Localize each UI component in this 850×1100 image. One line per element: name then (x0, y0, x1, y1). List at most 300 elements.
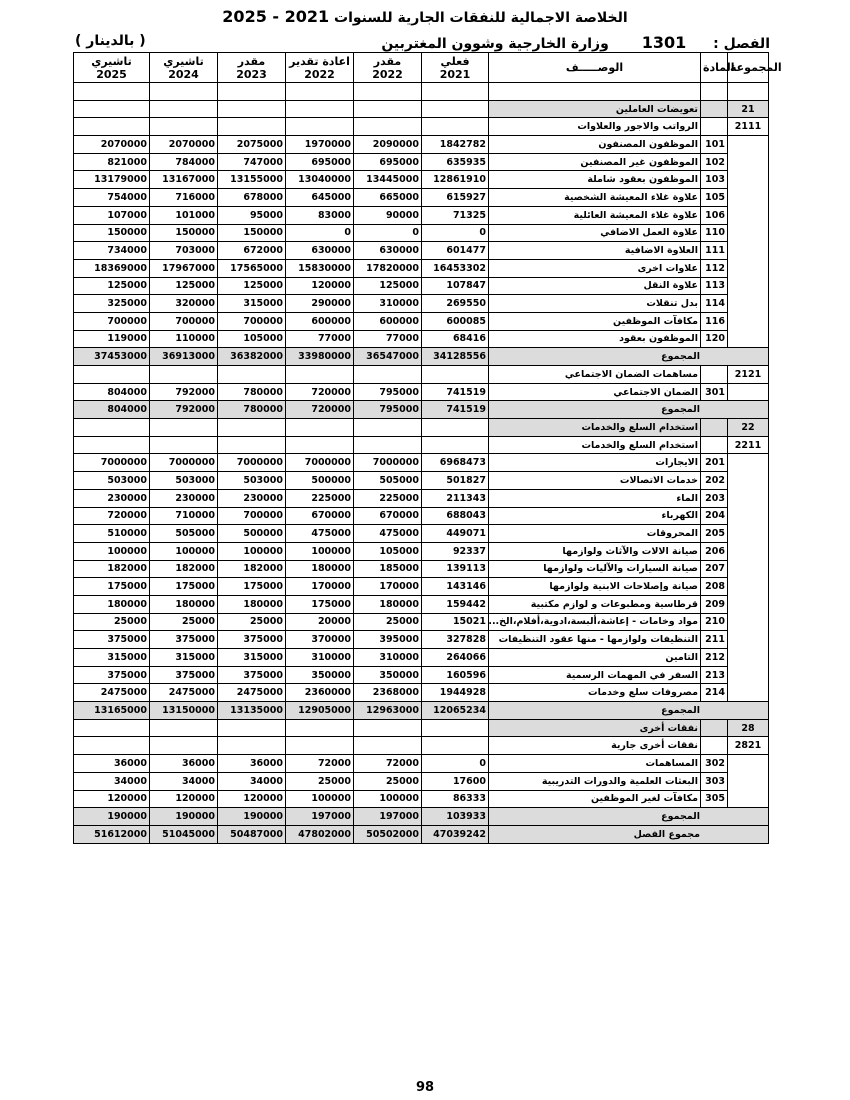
value-cell: 0 (422, 755, 489, 773)
value-cell: 600085 (422, 312, 489, 330)
total-row (74, 702, 769, 720)
item-code: 211 (701, 631, 728, 649)
value-cell: 784000 (150, 153, 218, 171)
empty-cell (286, 83, 354, 101)
value-cell: 780000 (218, 383, 286, 401)
value-cell: 720000 (286, 401, 354, 419)
item-label: علاوات اخرى (489, 259, 701, 277)
item-label: مكافآت لغير الموظفين (489, 790, 701, 808)
value-cell: 86333 (422, 790, 489, 808)
value-cell: 139113 (422, 560, 489, 578)
empty-cell (728, 224, 769, 242)
header-2025: تاشيري 2025 (74, 53, 150, 83)
value-cell: 25000 (150, 613, 218, 631)
value-cell: 120000 (150, 790, 218, 808)
value-cell: 34000 (150, 772, 218, 790)
item-code: 106 (701, 206, 728, 224)
item-code: 210 (701, 613, 728, 631)
empty-cell (422, 719, 489, 737)
value-cell: 505000 (354, 472, 422, 490)
value-cell: 15830000 (286, 259, 354, 277)
value-cell: 315000 (218, 649, 286, 667)
empty-cell (728, 472, 769, 490)
value-cell: 72000 (354, 755, 422, 773)
empty-cell (286, 737, 354, 755)
value-cell: 50487000 (218, 825, 286, 843)
empty-cell (728, 295, 769, 313)
value-cell: 175000 (150, 578, 218, 596)
item-code: 110 (701, 224, 728, 242)
empty-cell (422, 436, 489, 454)
value-cell: 18369000 (74, 259, 150, 277)
total-label: المجموع (489, 348, 769, 366)
empty-cell (701, 419, 728, 437)
total-row (74, 348, 769, 366)
value-cell: 105000 (354, 542, 422, 560)
item-code: 120 (701, 330, 728, 348)
value-cell: 72000 (286, 755, 354, 773)
empty-cell (354, 719, 422, 737)
value-cell: 51612000 (74, 825, 150, 843)
value-cell: 0 (422, 224, 489, 242)
header-description: الوصـــــف (489, 53, 701, 83)
value-cell: 13167000 (150, 171, 218, 189)
value-cell: 327828 (422, 631, 489, 649)
value-cell: 190000 (150, 808, 218, 826)
item-code: 213 (701, 666, 728, 684)
section-label: تعويضات العاملين (489, 100, 701, 118)
value-cell: 190000 (74, 808, 150, 826)
table-row (74, 206, 769, 224)
empty-cell (286, 366, 354, 384)
value-cell: 630000 (286, 242, 354, 260)
value-cell: 600000 (354, 312, 422, 330)
value-cell: 68416 (422, 330, 489, 348)
value-cell: 17600 (422, 772, 489, 790)
item-code: 111 (701, 242, 728, 260)
value-cell: 310000 (286, 649, 354, 667)
item-label: التامين (489, 649, 701, 667)
item-label: الموظفون المصنفون (489, 136, 701, 154)
value-cell: 120000 (218, 790, 286, 808)
item-label: صيانة الالات والآثاث ولوازمها (489, 542, 701, 560)
value-cell: 695000 (286, 153, 354, 171)
value-cell: 25000 (354, 772, 422, 790)
value-cell: 12861910 (422, 171, 489, 189)
value-cell: 105000 (218, 330, 286, 348)
value-cell: 197000 (286, 808, 354, 826)
empty-cell (728, 790, 769, 808)
value-cell: 180000 (218, 595, 286, 613)
item-code: 212 (701, 649, 728, 667)
total-label: المجموع (489, 808, 769, 826)
value-cell: 25000 (286, 772, 354, 790)
table-row (74, 790, 769, 808)
table-row (74, 472, 769, 490)
empty-cell (286, 419, 354, 437)
empty-cell (354, 737, 422, 755)
value-cell: 107000 (74, 206, 150, 224)
section-row (74, 419, 769, 437)
item-code: 208 (701, 578, 728, 596)
value-cell: 175000 (74, 578, 150, 596)
empty-cell (728, 507, 769, 525)
table-row (74, 542, 769, 560)
empty-cell (150, 100, 218, 118)
value-cell: 17820000 (354, 259, 422, 277)
value-cell: 101000 (150, 206, 218, 224)
table-row (74, 649, 769, 667)
empty-cell (74, 83, 150, 101)
value-cell: 315000 (74, 649, 150, 667)
empty-cell (422, 100, 489, 118)
empty-cell (150, 419, 218, 437)
value-cell: 125000 (74, 277, 150, 295)
empty-cell (218, 83, 286, 101)
item-code: 102 (701, 153, 728, 171)
section-row (74, 719, 769, 737)
table-row (74, 277, 769, 295)
value-cell: 25000 (218, 613, 286, 631)
value-cell: 630000 (354, 242, 422, 260)
empty-cell (701, 83, 728, 101)
value-cell: 182000 (74, 560, 150, 578)
table-row (74, 454, 769, 472)
value-cell: 315000 (218, 295, 286, 313)
header-2022-estimate: مقدر 2022 (354, 53, 422, 83)
item-code: 302 (701, 755, 728, 773)
empty-cell (422, 83, 489, 101)
value-cell: 741519 (422, 401, 489, 419)
value-cell: 375000 (150, 631, 218, 649)
value-cell: 170000 (354, 578, 422, 596)
value-cell: 503000 (74, 472, 150, 490)
value-cell: 500000 (286, 472, 354, 490)
table-row (74, 136, 769, 154)
value-cell: 780000 (218, 401, 286, 419)
value-cell: 36382000 (218, 348, 286, 366)
empty-cell (354, 118, 422, 136)
item-label: الضمان الاجتماعي (489, 383, 701, 401)
empty-cell (150, 436, 218, 454)
subsection-label: استخدام السلع والخدمات (489, 436, 701, 454)
value-cell: 120000 (286, 277, 354, 295)
value-cell: 505000 (150, 525, 218, 543)
empty-cell (150, 719, 218, 737)
empty-cell (489, 83, 701, 101)
subsection-code: 2121 (728, 366, 769, 384)
item-label: علاوة العمل الاضافي (489, 224, 701, 242)
value-cell: 375000 (218, 631, 286, 649)
value-cell: 7000000 (150, 454, 218, 472)
empty-cell (728, 649, 769, 667)
chapter-header (381, 33, 770, 52)
item-label: صيانة السيارات والآليات ولوازمها (489, 560, 701, 578)
value-cell: 125000 (218, 277, 286, 295)
value-cell: 290000 (286, 295, 354, 313)
value-cell: 720000 (74, 507, 150, 525)
value-cell: 15021 (422, 613, 489, 631)
value-cell: 395000 (354, 631, 422, 649)
value-cell: 475000 (354, 525, 422, 543)
value-cell: 83000 (286, 206, 354, 224)
value-cell: 51045000 (150, 825, 218, 843)
empty-cell (218, 719, 286, 737)
value-cell: 710000 (150, 507, 218, 525)
empty-cell (354, 83, 422, 101)
spacer-row (74, 83, 769, 101)
value-cell: 2475000 (218, 684, 286, 702)
empty-cell (728, 171, 769, 189)
empty-cell (218, 436, 286, 454)
total-row (74, 808, 769, 826)
table-row (74, 631, 769, 649)
table-row (74, 171, 769, 189)
value-cell: 2475000 (150, 684, 218, 702)
value-cell: 734000 (74, 242, 150, 260)
subsection-row (74, 436, 769, 454)
header-2023: مقدر 2023 (218, 53, 286, 83)
section-code: 28 (728, 719, 769, 737)
item-code: 201 (701, 454, 728, 472)
value-cell: 375000 (218, 666, 286, 684)
empty-cell (701, 436, 728, 454)
item-code: 202 (701, 472, 728, 490)
total-label: مجموع الفصل (489, 825, 769, 843)
total-label: المجموع (489, 401, 769, 419)
value-cell: 600000 (286, 312, 354, 330)
subsection-row (74, 366, 769, 384)
value-cell: 100000 (286, 790, 354, 808)
value-cell: 100000 (150, 542, 218, 560)
item-label: السفر في المهمات الرسمية (489, 666, 701, 684)
empty-cell (728, 755, 769, 773)
item-label: الموظفون بعقود (489, 330, 701, 348)
value-cell: 180000 (286, 560, 354, 578)
empty-cell (150, 737, 218, 755)
value-cell: 501827 (422, 472, 489, 490)
value-cell: 100000 (218, 542, 286, 560)
value-cell: 36000 (74, 755, 150, 773)
table-row (74, 507, 769, 525)
grand-total-row (74, 825, 769, 843)
table-row (74, 189, 769, 207)
value-cell: 601477 (422, 242, 489, 260)
value-cell: 672000 (218, 242, 286, 260)
item-label: خدمات الاتصالات (489, 472, 701, 490)
title-years: 2021 - 2025 (222, 7, 330, 26)
header-group: المجموعة (728, 53, 769, 83)
value-cell: 77000 (286, 330, 354, 348)
value-cell: 90000 (354, 206, 422, 224)
item-code: 214 (701, 684, 728, 702)
value-cell: 34000 (74, 772, 150, 790)
value-cell: 375000 (74, 666, 150, 684)
table-row (74, 613, 769, 631)
value-cell: 449071 (422, 525, 489, 543)
value-cell: 107847 (422, 277, 489, 295)
empty-cell (701, 118, 728, 136)
value-cell: 47802000 (286, 825, 354, 843)
value-cell: 315000 (150, 649, 218, 667)
item-code: 207 (701, 560, 728, 578)
value-cell: 20000 (286, 613, 354, 631)
table-row (74, 489, 769, 507)
value-cell: 795000 (354, 383, 422, 401)
item-label: بدل تنقلات (489, 295, 701, 313)
empty-cell (701, 100, 728, 118)
value-cell: 741519 (422, 383, 489, 401)
value-cell: 37453000 (74, 348, 150, 366)
value-cell: 2090000 (354, 136, 422, 154)
empty-cell (422, 118, 489, 136)
item-label: الماء (489, 489, 701, 507)
empty-cell (728, 259, 769, 277)
value-cell: 804000 (74, 383, 150, 401)
subsection-code: 2111 (728, 118, 769, 136)
empty-cell (218, 118, 286, 136)
empty-cell (728, 83, 769, 101)
item-label: علاوة غلاء المعيشة العائلية (489, 206, 701, 224)
item-code: 112 (701, 259, 728, 277)
value-cell: 703000 (150, 242, 218, 260)
value-cell: 143146 (422, 578, 489, 596)
value-cell: 7000000 (286, 454, 354, 472)
value-cell: 7000000 (218, 454, 286, 472)
value-cell: 77000 (354, 330, 422, 348)
value-cell: 150000 (74, 224, 150, 242)
empty-cell (218, 366, 286, 384)
item-code: 204 (701, 507, 728, 525)
empty-cell (74, 737, 150, 755)
empty-cell (728, 242, 769, 260)
value-cell: 350000 (286, 666, 354, 684)
empty-cell (728, 595, 769, 613)
ministry-name: وزارة الخارجية وشوون المغتربين (381, 36, 609, 52)
table-row (74, 560, 769, 578)
page-title (0, 7, 850, 26)
value-cell: 100000 (286, 542, 354, 560)
table-row (74, 684, 769, 702)
value-cell: 159442 (422, 595, 489, 613)
value-cell: 47039242 (422, 825, 489, 843)
table-row (74, 259, 769, 277)
value-cell: 720000 (286, 383, 354, 401)
table-row (74, 330, 769, 348)
empty-cell (728, 613, 769, 631)
item-code: 205 (701, 525, 728, 543)
item-label: الكهرباء (489, 507, 701, 525)
value-cell: 7000000 (74, 454, 150, 472)
currency-unit: ( بالدينار ) (75, 33, 146, 49)
item-code: 305 (701, 790, 728, 808)
item-label: علاوة النقل (489, 277, 701, 295)
value-cell: 180000 (150, 595, 218, 613)
value-cell: 225000 (354, 489, 422, 507)
value-cell: 36000 (150, 755, 218, 773)
empty-cell (354, 100, 422, 118)
empty-cell (728, 489, 769, 507)
value-cell: 125000 (150, 277, 218, 295)
value-cell: 34000 (218, 772, 286, 790)
value-cell: 7000000 (354, 454, 422, 472)
value-cell: 17565000 (218, 259, 286, 277)
value-cell: 310000 (354, 295, 422, 313)
value-cell: 2475000 (74, 684, 150, 702)
value-cell: 36547000 (354, 348, 422, 366)
item-label: العلاوة الاضافية (489, 242, 701, 260)
table-row (74, 153, 769, 171)
value-cell: 320000 (150, 295, 218, 313)
total-label: المجموع (489, 702, 769, 720)
value-cell: 500000 (218, 525, 286, 543)
value-cell: 175000 (218, 578, 286, 596)
value-cell: 33980000 (286, 348, 354, 366)
value-cell: 95000 (218, 206, 286, 224)
value-cell: 695000 (354, 153, 422, 171)
empty-cell (728, 189, 769, 207)
value-cell: 120000 (74, 790, 150, 808)
empty-cell (354, 366, 422, 384)
empty-cell (728, 542, 769, 560)
subsection-code: 2211 (728, 436, 769, 454)
header-2022-revised: اعادة تقدير 2022 (286, 53, 354, 83)
value-cell: 510000 (74, 525, 150, 543)
table-row (74, 595, 769, 613)
value-cell: 36913000 (150, 348, 218, 366)
value-cell: 230000 (74, 489, 150, 507)
empty-cell (218, 100, 286, 118)
empty-cell (728, 684, 769, 702)
value-cell: 36000 (218, 755, 286, 773)
item-code: 113 (701, 277, 728, 295)
table-row (74, 295, 769, 313)
section-code: 22 (728, 419, 769, 437)
table-row (74, 224, 769, 242)
value-cell: 0 (286, 224, 354, 242)
item-label: الايجارات (489, 454, 701, 472)
empty-cell (728, 383, 769, 401)
value-cell: 635935 (422, 153, 489, 171)
section-code: 21 (728, 100, 769, 118)
item-code: 103 (701, 171, 728, 189)
subsection-label: مساهمات الضمان الاجتماعي (489, 366, 701, 384)
item-code: 101 (701, 136, 728, 154)
value-cell: 792000 (150, 383, 218, 401)
value-cell: 13040000 (286, 171, 354, 189)
empty-cell (74, 118, 150, 136)
item-code: 206 (701, 542, 728, 560)
empty-cell (150, 366, 218, 384)
item-label: الموظفون بعقود شاملة (489, 171, 701, 189)
empty-cell (728, 560, 769, 578)
item-code: 105 (701, 189, 728, 207)
empty-cell (286, 118, 354, 136)
value-cell: 370000 (286, 631, 354, 649)
empty-cell (728, 525, 769, 543)
value-cell: 180000 (354, 595, 422, 613)
value-cell: 211343 (422, 489, 489, 507)
value-cell: 182000 (150, 560, 218, 578)
item-label: التنظيفات ولوازمها - منها عقود التنظيفات (489, 631, 701, 649)
item-label: المساهمات (489, 755, 701, 773)
value-cell: 25000 (74, 613, 150, 631)
section-label: نفقات أخرى (489, 719, 701, 737)
value-cell: 0 (354, 224, 422, 242)
item-code: 203 (701, 489, 728, 507)
item-label: مصروفات سلع وخدمات (489, 684, 701, 702)
title-text: الخلاصة الاجمالية للنفقات الجارية للسنوات (334, 10, 628, 26)
